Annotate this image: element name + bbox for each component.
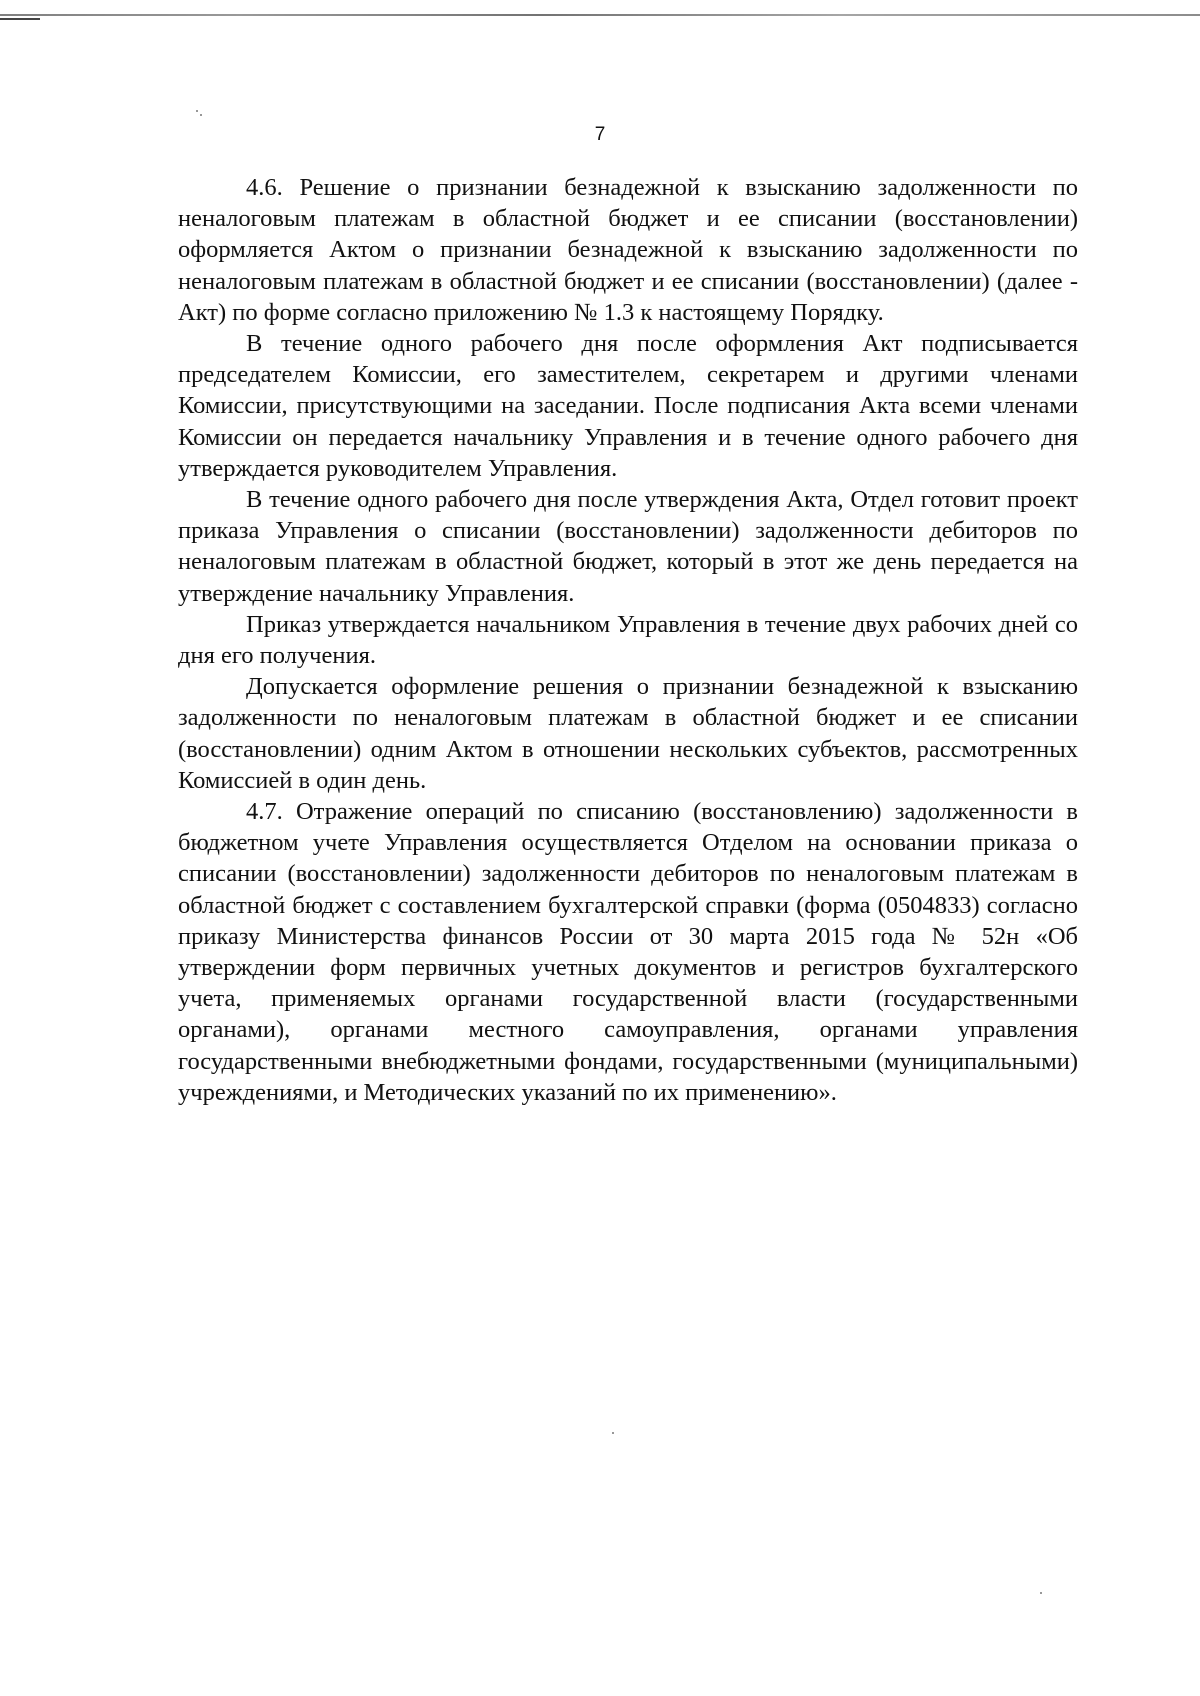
scan-border-line — [0, 14, 1200, 16]
page-number: 7 — [594, 124, 606, 145]
paragraph-order-approval: Приказ утверждается начальником Управления в течение двух рабочих дней со дня его получения. — [178, 610, 1078, 670]
scan-speck — [200, 114, 202, 116]
scan-border-mark — [0, 18, 40, 20]
paragraph-single-act: Допускается оформление решения о признании безнадежной к взысканию задолженности по неналоговым платежам в областной бюджет и ее списании (восстановлении) одним Актом в отношении нескольких субъектов, рассмотренных Комиссией в один день. — [178, 673, 1078, 794]
paragraph-order-draft: В течение одного рабочего дня после утверждения Акта, Отдел готовит проект приказа Управления о списании (восстановлении) задолженности дебиторов по неналоговым платежам в областной бюджет, который в этот же день передается на утверждение начальнику Управления. — [178, 486, 1078, 607]
scan-speck — [612, 1432, 614, 1434]
paragraph-act-signing: В течение одного рабочего дня после оформления Акт подписывается председателем Комиссии, его заместителем, секретарем и другими членами Комиссии, присутствующими на заседании. После подписания Акта всеми членами Комиссии он передается начальнику Управления и в течение одного рабочего дня утверждается руководителем Управления. — [178, 330, 1078, 482]
paragraph-4-7: 4.7. Отражение операций по списанию (восстановлению) задолженности в бюджетном учете Управления осуществляется Отделом на основании приказа о списании (восстановлении) задолженности дебиторов по неналоговым платежам в областной бюджет с составлением бухгалтерской справки (форма (0504833) согласно приказу Министерства финансов России от 30 марта 2015 года № 52н «Об утверждении форм первичных учетных документов и регистров бухгалтерского учета, применяемых органами государственной власти (государственными органами), органами местного самоуправления, органами управления государственными внебюджетными фондами, государственными (муниципальными) учреждениями, и Методических указаний по их применению». — [178, 798, 1078, 1106]
scan-speck — [196, 110, 198, 112]
paragraph-4-6: 4.6. Решение о признании безнадежной к взысканию задолженности по неналоговым платежам в областной бюджет и ее списании (восстановлении) оформляется Актом о признании безнадежной к взысканию задолженности по неналоговым платежам в областной бюджет и ее списании (восстановлении) (далее - Акт) по форме согласно приложению № 1.3 к настоящему Порядку. — [178, 174, 1078, 326]
document-body — [178, 172, 1078, 1108]
scan-speck — [1040, 1592, 1042, 1594]
